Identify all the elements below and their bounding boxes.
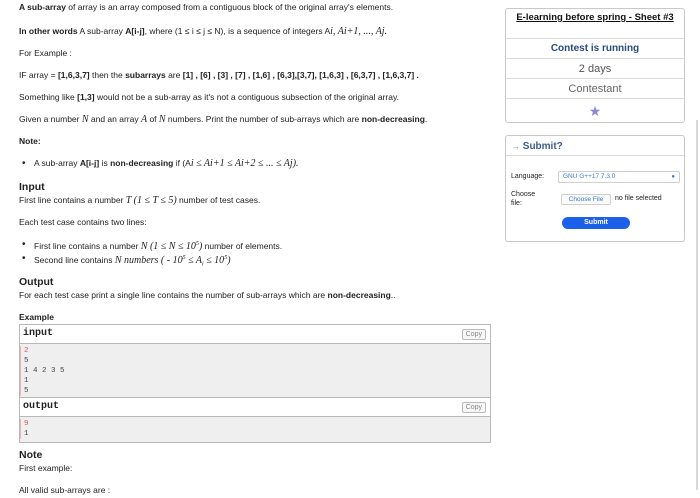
- copy-output-button[interactable]: Copy: [462, 402, 486, 413]
- for-example-text: For Example :: [19, 48, 72, 58]
- submit-header-label[interactable]: Submit?: [522, 141, 563, 152]
- code-line: 1 4 2 3 5: [20, 366, 490, 376]
- contest-title-link[interactable]: E-learning before spring - Sheet #3: [516, 12, 674, 23]
- code-line: 9: [20, 419, 490, 429]
- no-file-text: no file selected: [615, 195, 662, 202]
- arrow-right-icon: →: [511, 141, 520, 151]
- code-line: 5: [20, 356, 490, 366]
- chevron-updown-icon: ●: [671, 174, 675, 180]
- submit-button[interactable]: Submit: [562, 217, 630, 229]
- star-icon[interactable]: ★: [506, 98, 684, 122]
- given-paragraph: Given a number N and an array A of N numbers. Print the number of sub-arrays which are non-decreasing.: [19, 114, 428, 125]
- code-line: 5: [20, 386, 490, 396]
- note-label: Note:: [19, 136, 41, 146]
- language-value: GNU G++17 7.3.0: [563, 173, 616, 180]
- code-line: 1: [20, 429, 490, 439]
- contest-status: Contest is running: [506, 38, 684, 58]
- intro-paragraph: A sub-array of array is an array composed from a contiguous block of the original array's elements.: [19, 2, 394, 12]
- example-input-box: [19, 324, 491, 400]
- output-box-content: [20, 417, 490, 442]
- choose-file-label: Choose file:: [511, 191, 536, 207]
- all-valid-text: All valid sub-arrays are :: [19, 485, 111, 495]
- output-heading: Output: [19, 276, 54, 288]
- output-description: For each test case print a single line contains the number of sub-arrays which are non-decreasing..: [19, 290, 396, 300]
- output-box-header: [20, 398, 490, 417]
- output-box-title: output: [23, 401, 60, 412]
- contest-info-panel: [505, 8, 685, 123]
- input-bullet-2: • Second line contains N numbers ( - $10^5 \le A_i \le 10^5$): [22, 253, 231, 271]
- submit-panel: [505, 135, 685, 242]
- note-list-item: • A sub-array A[i-j] is non-decreasing if (Ai ≤ Ai+1 ≤ Ai+2 ≤ ... ≤ Aj).: [22, 158, 299, 169]
- first-example-text: First example:: [19, 463, 73, 473]
- contestant-role: Contestant: [506, 78, 684, 98]
- submit-header: [506, 136, 684, 156]
- language-label: Language:: [511, 173, 545, 180]
- copy-input-button[interactable]: Copy: [462, 329, 486, 340]
- input-box-title: input: [23, 328, 54, 339]
- input-bullet-1: • First line contains a number N $(1 \le N \le 10^5)$ number of elements.: [22, 239, 282, 252]
- language-select[interactable]: [558, 171, 680, 183]
- input-box-header: [20, 325, 490, 344]
- page-scrollbar[interactable]: [696, 120, 698, 490]
- input-heading: Input: [19, 181, 45, 193]
- example-label: Example: [19, 312, 54, 322]
- example-output-box: [19, 397, 491, 443]
- code-line: 1: [20, 376, 490, 386]
- input-box-content: [20, 344, 490, 399]
- something-paragraph: Something like [1,3] would not be a sub-array as it's not a contiguous subsection of the original array.: [19, 92, 399, 102]
- input-description: First line contains a number T (1 ≤ T ≤ 5) number of test cases.: [19, 195, 261, 206]
- note-heading: Note: [19, 449, 43, 461]
- other-words-paragraph: In other words A sub-array A[i-j], where (1 ≤ i ≤ j ≤ N), is a sequence of integers Ai, Ai+1, ..., Aj.: [19, 26, 388, 37]
- each-test-text: Each test case contains two lines:: [19, 217, 147, 227]
- code-line: 2: [20, 346, 490, 356]
- contest-time-left: 2 days: [506, 58, 684, 78]
- if-array-paragraph: IF array = [1,6,3,7] then the subarrays are [1] , [6] , [3] , [7] , [1,6] , [6,3],[3,7], [1,6,3] , [6,3,7] , [1,6,3,7] .: [19, 70, 419, 80]
- choose-file-button[interactable]: Choose File: [561, 194, 611, 205]
